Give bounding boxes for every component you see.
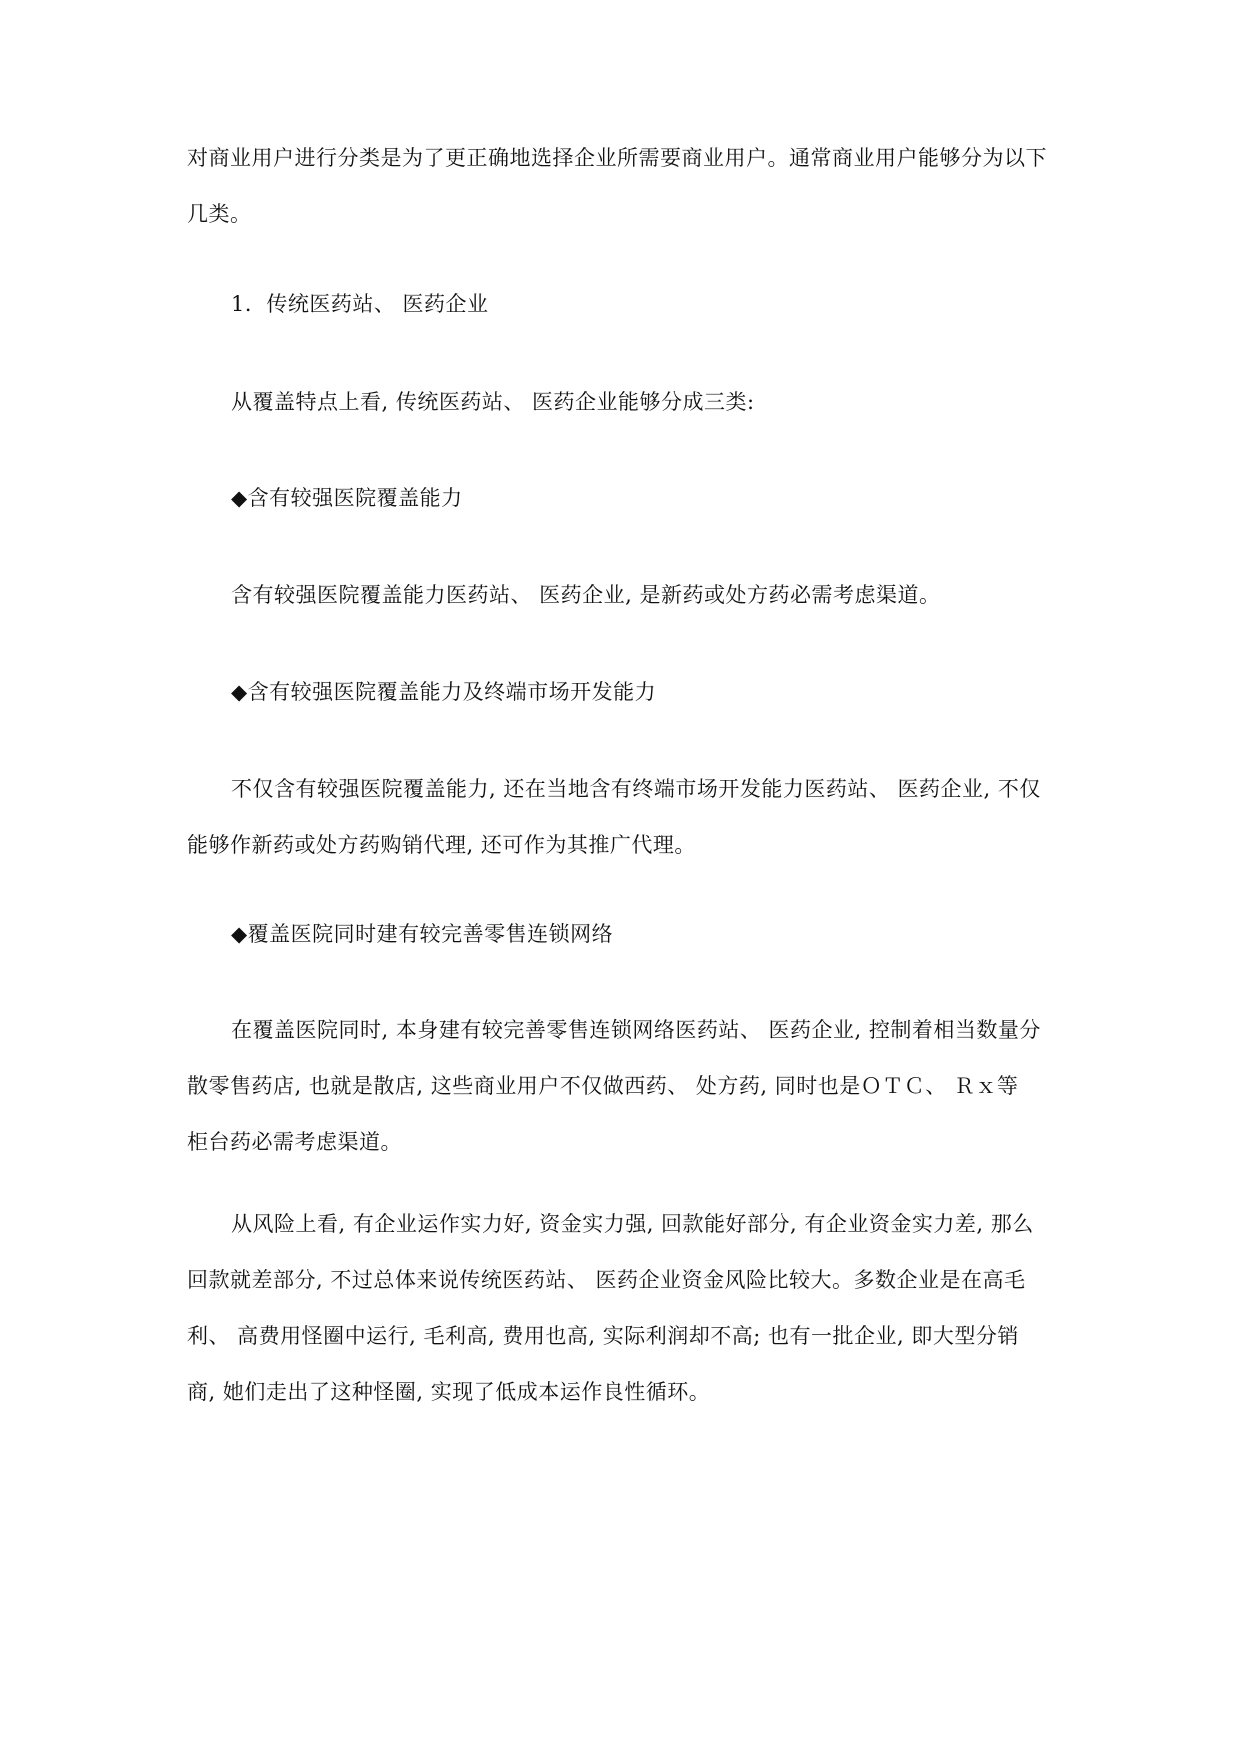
bullet-text: ◆含有较强医院覆盖能力	[231, 486, 463, 510]
text-line: 含有较强医院覆盖能力医药站、 医药企业, 是新药或处方药必需考虑渠道。	[231, 583, 941, 607]
bullet-item	[187, 664, 1057, 720]
bullet-item	[187, 906, 1057, 962]
paragraph-risk	[187, 1196, 1057, 1420]
text-line: 对商业用户进行分类是为了更正确地选择企业所需要商业用户。通常商业用户能够分为以下	[187, 146, 1047, 170]
text-line: 从覆盖特点上看, 传统医药站、 医药企业能够分成三类:	[231, 390, 755, 414]
paragraph-bullet-desc	[187, 1002, 1057, 1170]
text-line: 能够作新药或处方药购销代理, 还可作为其推广代理。	[187, 833, 696, 857]
bullet-text: ◆含有较强医院覆盖能力及终端市场开发能力	[231, 680, 657, 704]
text-line: 几类。	[187, 202, 252, 226]
text-line: 在覆盖医院同时, 本身建有较完善零售连锁网络医药站、 医药企业, 控制着相当数量分	[231, 1018, 1041, 1042]
paragraph-bullet-desc	[187, 761, 1057, 873]
heading-text: 1．传统医药站、 医药企业	[231, 292, 489, 316]
bullet-item	[187, 470, 1057, 526]
paragraph-intro	[187, 130, 1057, 242]
text-line: 柜台药必需考虑渠道。	[187, 1130, 402, 1154]
text-line: 利、 高费用怪圈中运行, 毛利高, 费用也高, 实际利润却不高; 也有一批企业, 即大型分销	[187, 1324, 1019, 1348]
text-line: 散零售药店, 也就是散店, 这些商业用户不仅做西药、 处方药, 同时也是ＯＴＣ、 Ｒｘ等	[187, 1074, 1019, 1098]
section-heading	[187, 276, 1057, 332]
text-line: 回款就差部分, 不过总体来说传统医药站、 医药企业资金风险比较大。多数企业是在高毛	[187, 1268, 1026, 1292]
bullet-text: ◆覆盖医院同时建有较完善零售连锁网络	[231, 922, 614, 946]
paragraph-bullet-desc	[187, 567, 1057, 623]
text-line: 商, 她们走出了这种怪圈, 实现了低成本运作良性循环。	[187, 1380, 711, 1404]
text-line: 从风险上看, 有企业运作实力好, 资金实力强, 回款能好部分, 有企业资金实力差, 那么	[231, 1212, 1034, 1236]
text-line: 不仅含有较强医院覆盖能力, 还在当地含有终端市场开发能力医药站、 医药企业, 不仅	[231, 777, 1041, 801]
paragraph-coverage-intro	[187, 374, 1057, 430]
